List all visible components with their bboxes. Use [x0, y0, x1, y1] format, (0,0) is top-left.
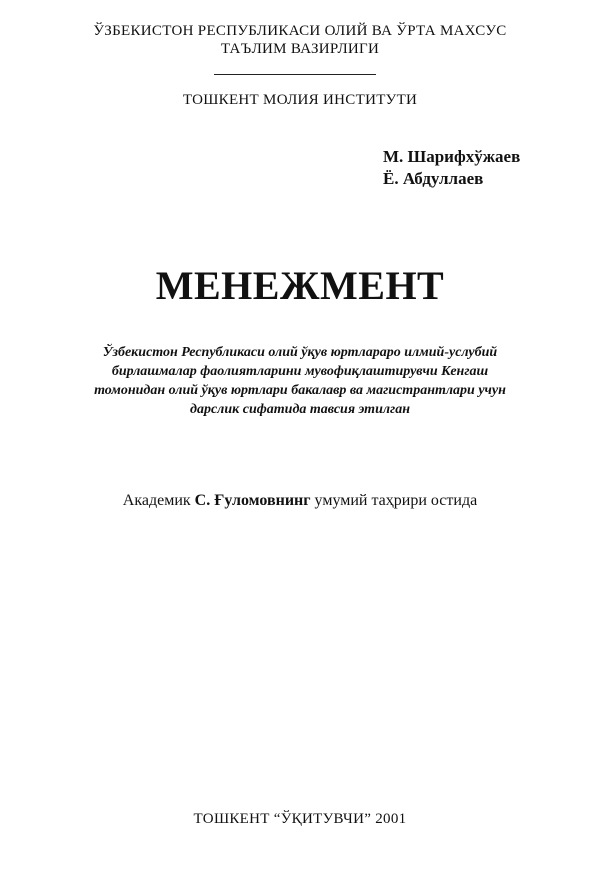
- institute-name: ТОШКЕНТ МОЛИЯ ИНСТИТУТИ: [182, 92, 418, 108]
- editor-prefix: Академик: [122, 492, 191, 509]
- approval-line-1: Ўзбекистон Республикаси олий ўқув юртлараро илмий-услубий: [102, 345, 498, 360]
- book-title: МЕНЕЖМЕНТ: [155, 263, 445, 308]
- approval-line-3: томонидан олий ўқув юртлари бакалавр ва магистрантлари учун: [94, 383, 506, 398]
- author-1: М. Шарифхўжаев: [383, 147, 521, 166]
- header-divider: [214, 74, 376, 75]
- publisher-imprint: ТОШКЕНТ “ЎҚИТУВЧИ” 2001: [193, 811, 407, 827]
- ministry-heading: [0, 22, 600, 58]
- editor-line: [0, 492, 600, 510]
- approval-line-4: дарслик сифатида тавсия этилган: [190, 402, 410, 417]
- authors-block: [383, 146, 520, 190]
- approval-line-2: бирлашмалар фаолиятларини мувофиқлаштирувчи Кенгаш: [111, 364, 489, 379]
- editor-name: С. Ғуломовнинг: [194, 492, 311, 509]
- editor-suffix: умумий таҳрири остида: [314, 492, 478, 509]
- ministry-line-2: ТАЪЛИМ ВАЗИРЛИГИ: [220, 41, 380, 57]
- ministry-line-1: ЎЗБЕКИСТОН РЕСПУБЛИКАСИ ОЛИЙ ВА ЎРТА МАХСУС: [93, 23, 507, 39]
- author-2: Ё. Абдуллаев: [383, 169, 484, 188]
- approval-statement: [40, 343, 560, 419]
